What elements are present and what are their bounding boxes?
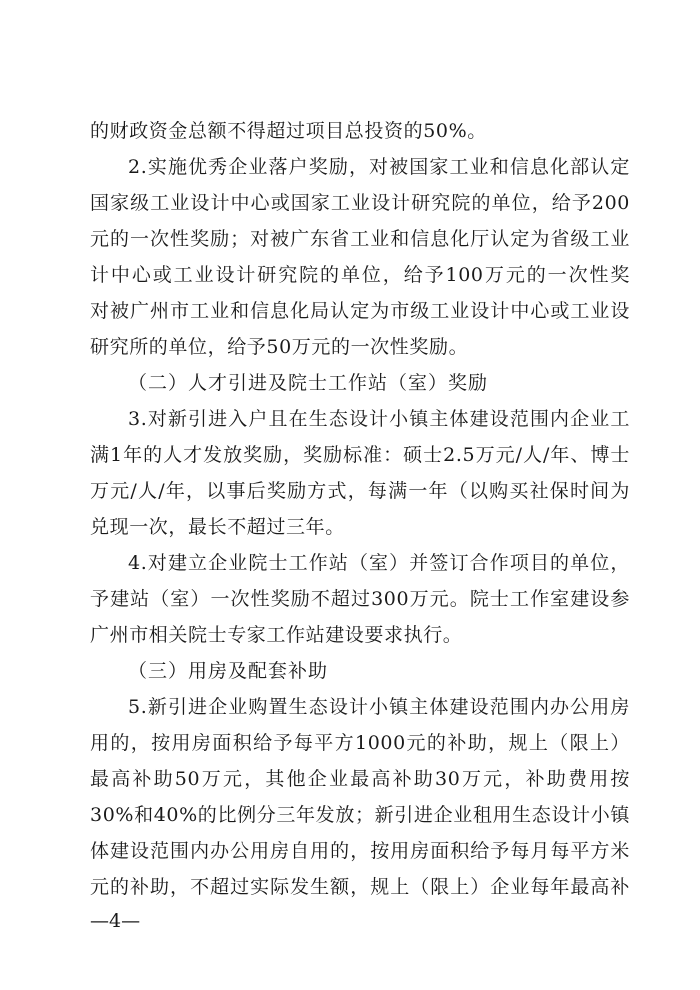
paragraph-line: 最高补助50万元，其他企业最高补助30万元，补助费用按 (90, 768, 630, 790)
paragraph-line: 的财政资金总额不得超过项目总投资的50%。 (90, 120, 487, 142)
section-heading: （三）用房及配套补助 (128, 660, 329, 682)
paragraph-line: 元的补助，不超过实际发生额，规上（限上）企业每年最高补 (90, 876, 630, 898)
paragraph-line: 万元/人/年，以事后奖励方式，每满一年（以购买社保时间为 (90, 480, 630, 502)
paragraph-line: 5.新引进企业购置生态设计小镇主体建设范围内办公用房 (128, 696, 630, 718)
paragraph-line: 元的一次性奖励；对被广东省工业和信息化厅认定为省级工业 (90, 228, 630, 250)
paragraph-line: 2.实施优秀企业落户奖励，对被国家工业和信息化部认定 (128, 156, 630, 178)
paragraph-line: 满1年的人才发放奖励，奖励标准：硕士2.5万元/人/年、博士 (90, 444, 630, 466)
paragraph-line: 予建站（室）一次性奖励不超过300万元。院士工作室建设参 (90, 588, 630, 610)
paragraph-line: 3.对新引进入户且在生态设计小镇主体建设范围内企业工 (128, 408, 630, 430)
paragraph-line: 30%和40%的比例分三年发放；新引进企业租用生态设计小镇 (90, 804, 630, 826)
paragraph-line: 计中心或工业设计研究院的单位，给予100万元的一次性奖 (90, 264, 630, 286)
paragraph-line: 用的，按用房面积给予每平方1000元的补助，规上（限上） (90, 732, 630, 754)
paragraph-line: 4.对建立企业院士工作站（室）并签订合作项目的单位， (128, 552, 630, 574)
paragraph-line: 对被广州市工业和信息化局认定为市级工业设计中心或工业设 (90, 300, 630, 322)
paragraph-line: 研究所的单位，给予50万元的一次性奖励。 (90, 336, 469, 358)
paragraph-line: 广州市相关院士专家工作站建设要求执行。 (90, 624, 463, 646)
paragraph-line: 国家级工业设计中心或国家工业设计研究院的单位，给予200 (90, 192, 630, 214)
paragraph-line: 体建设范围内办公用房自用的，按用房面积给予每月每平方米 (90, 840, 630, 862)
page-number: —4— (90, 910, 141, 932)
section-heading: （二）人才引进及院士工作站（室）奖励 (128, 372, 489, 394)
paragraph-line: 兑现一次，最长不超过三年。 (90, 516, 345, 538)
